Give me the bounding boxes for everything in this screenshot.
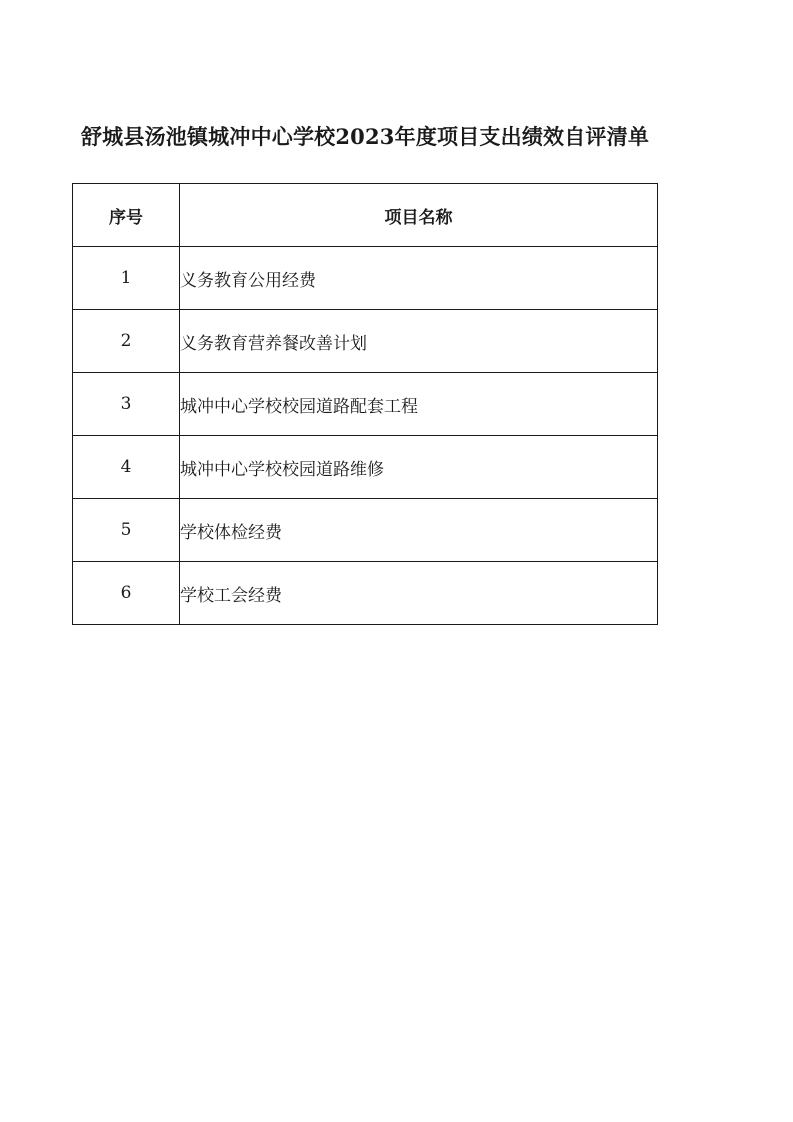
table-row [73, 310, 658, 373]
row-project-name: 义务教育公用经费 [180, 247, 658, 310]
row-serial-number: 2 [73, 310, 180, 373]
table-row [73, 499, 658, 562]
table-row [73, 247, 658, 310]
header-serial-number: 序号 [73, 184, 180, 247]
header-project-name: 项目名称 [180, 184, 658, 247]
table-row [73, 562, 658, 625]
table-row [73, 436, 658, 499]
project-list-table [72, 183, 658, 625]
row-serial-number: 4 [73, 436, 180, 499]
row-project-name: 学校工会经费 [180, 562, 658, 625]
table-header-row [73, 184, 658, 247]
row-project-name: 城冲中心学校校园道路维修 [180, 436, 658, 499]
row-serial-number: 5 [73, 499, 180, 562]
table-row [73, 373, 658, 436]
row-serial-number: 1 [73, 247, 180, 310]
row-project-name: 学校体检经费 [180, 499, 658, 562]
row-project-name: 义务教育营养餐改善计划 [180, 310, 658, 373]
row-project-name: 城冲中心学校校园道路配套工程 [180, 373, 658, 436]
page-title: 舒城县汤池镇城冲中心学校2023年度项目支出绩效自评清单 [80, 124, 650, 149]
row-serial-number: 3 [73, 373, 180, 436]
row-serial-number: 6 [73, 562, 180, 625]
